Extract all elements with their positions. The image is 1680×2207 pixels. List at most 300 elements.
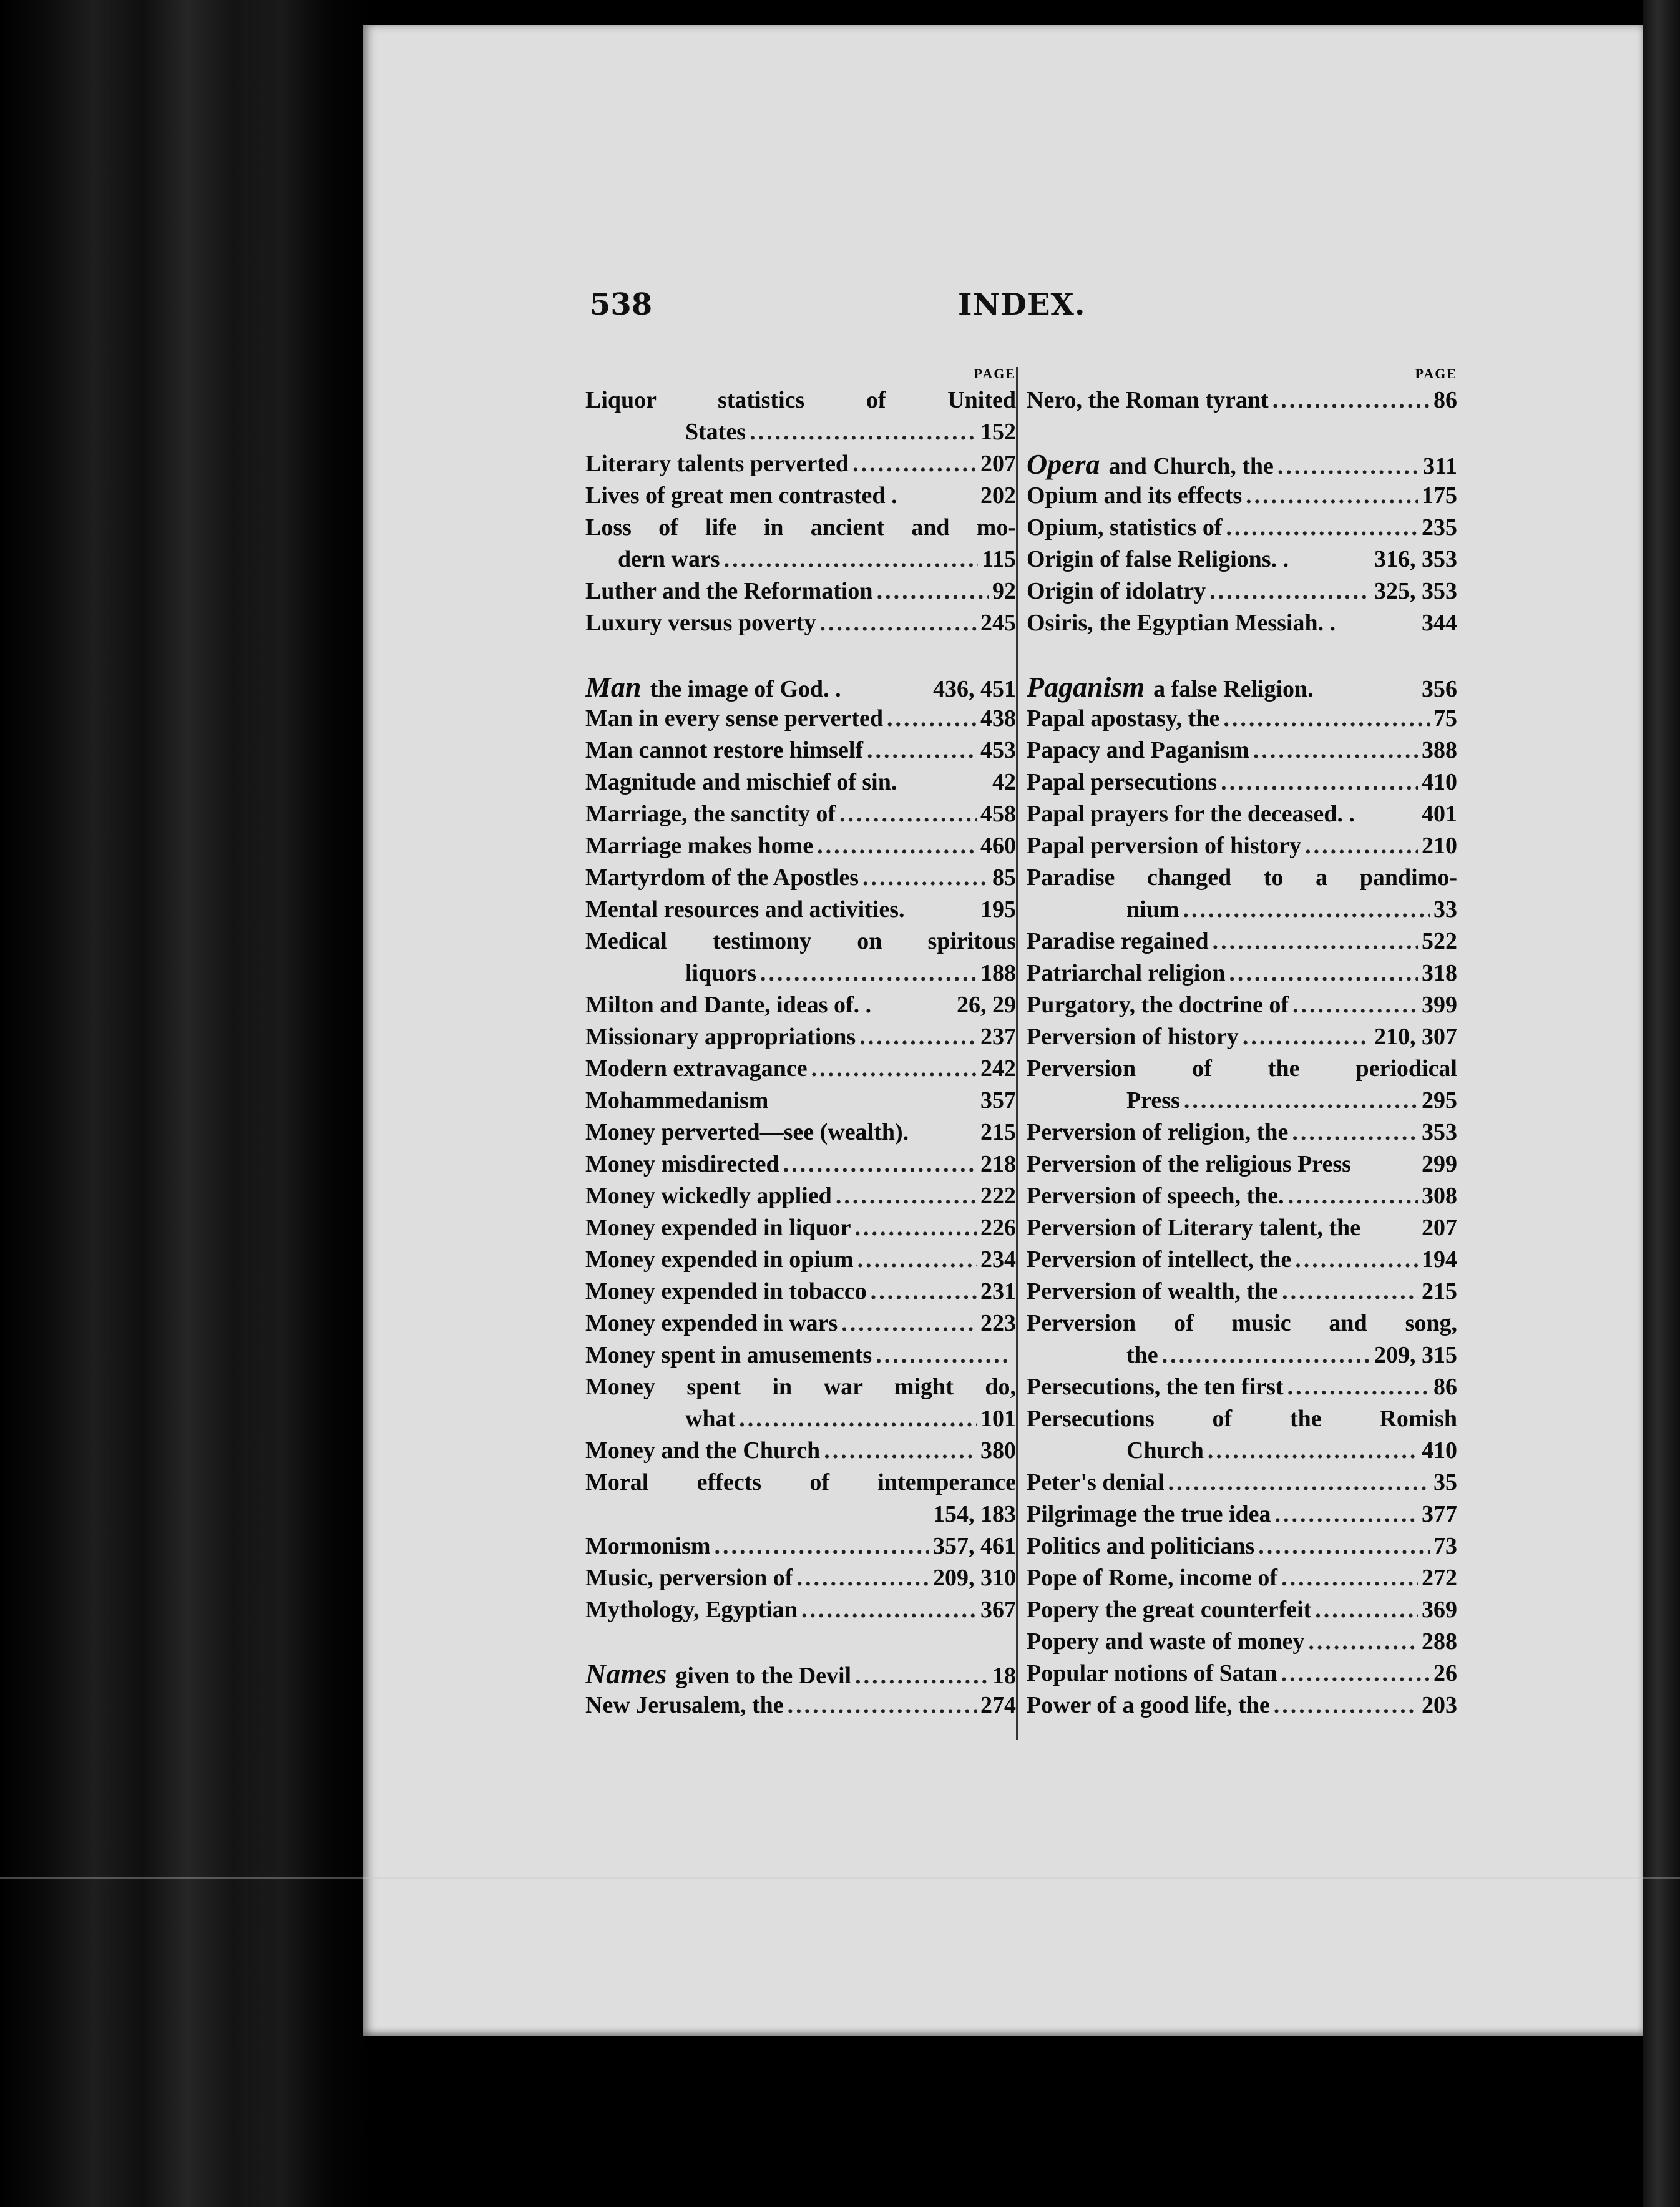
- entry-text: given to the Devil: [675, 1663, 852, 1689]
- entry-text: Mental resources and activities.: [585, 896, 905, 922]
- page-reference: 522: [1422, 928, 1457, 954]
- entry-text: Politics and politicians: [1027, 1533, 1255, 1559]
- index-entry: [1027, 926, 1457, 957]
- section-gap: [585, 1626, 1016, 1658]
- entry-text: Pope of Rome, income of: [1027, 1565, 1278, 1591]
- index-entry: [585, 607, 1016, 639]
- entry-text: Pilgrimage the true idea: [1027, 1501, 1271, 1527]
- entry-text: Paradise changed to a pandimo-: [1027, 864, 1457, 891]
- index-entry: [585, 1308, 1016, 1339]
- entry-text: Music, perversion of: [585, 1565, 793, 1591]
- index-entry: [585, 1085, 1016, 1117]
- column-divider: [1016, 367, 1018, 1740]
- index-entry: [585, 1658, 1016, 1690]
- index-entry: [585, 989, 1016, 1021]
- entry-text: Paradise regained: [1027, 928, 1209, 954]
- index-entry: [585, 1244, 1016, 1276]
- page-reference: 222: [980, 1183, 1016, 1209]
- entry-text: Perversion of history: [1027, 1024, 1239, 1050]
- entry-text: Osiris, the Egyptian Messiah. .: [1027, 610, 1336, 636]
- entry-continuation: [585, 416, 1016, 448]
- entry-text: Liquor statistics of United: [585, 387, 1016, 413]
- dot-leader: [1274, 1690, 1418, 1721]
- entry-continuation: [1027, 894, 1457, 926]
- index-entry: [1027, 1117, 1457, 1148]
- page-reference: 207: [1422, 1215, 1457, 1241]
- index-entry: [1027, 1562, 1457, 1594]
- entry-text-continued: liquors: [685, 960, 757, 986]
- entry-text: Money expended in wars: [585, 1310, 838, 1336]
- page-reference: 33: [1433, 896, 1457, 922]
- section-lead-word: Names: [585, 1658, 667, 1690]
- index-entry: [585, 926, 1016, 989]
- entry-text: Origin of idolatry: [1027, 578, 1206, 604]
- dot-leader: [1308, 1626, 1418, 1658]
- index-entry: [585, 1180, 1016, 1212]
- page-reference: 344: [1422, 610, 1457, 636]
- page-reference: 401: [1422, 801, 1457, 827]
- dot-leader: [724, 544, 978, 575]
- dot-leader: [1258, 1530, 1430, 1562]
- index-entry: [1027, 830, 1457, 862]
- page-reference: 226: [980, 1215, 1016, 1241]
- dot-leader: [862, 862, 989, 894]
- entry-text: Papal apostasy, the: [1027, 705, 1220, 732]
- dot-leader: [760, 957, 977, 989]
- entry-text: Persecutions, the ten first: [1027, 1374, 1284, 1400]
- entry-text: Purgatory, the doctrine of: [1027, 992, 1289, 1018]
- dot-leader: [1229, 957, 1418, 989]
- page-reference: 218: [980, 1151, 1016, 1177]
- page-reference: 86: [1433, 387, 1457, 413]
- index-entry: [1027, 512, 1457, 544]
- entry-text: Patriarchal religion: [1027, 960, 1226, 986]
- page-reference: 175: [1422, 482, 1457, 509]
- entry-text: Loss of life in ancient and mo-: [585, 514, 1016, 541]
- dot-leader: [1208, 1435, 1418, 1467]
- page-reference: 26: [1433, 1660, 1457, 1686]
- page-reference: 203: [1422, 1692, 1457, 1718]
- dot-leader: [1168, 1467, 1430, 1499]
- dot-leader: [1183, 894, 1430, 926]
- index-entry: [585, 1467, 1016, 1530]
- entry-text: Money misdirected: [585, 1151, 779, 1177]
- scan-artifact-line: [0, 1877, 1680, 1879]
- entry-continuation: [585, 1403, 1016, 1435]
- entry-text: Money spent in amusements: [585, 1342, 872, 1368]
- dot-leader: [819, 607, 977, 639]
- index-entry: [585, 1594, 1016, 1626]
- index-entry: [1027, 607, 1457, 639]
- entry-text: Luther and the Reformation: [585, 578, 873, 604]
- index-entry: [585, 1117, 1016, 1148]
- dot-leader: [1305, 830, 1418, 862]
- section-lead-word: Opera: [1027, 448, 1100, 480]
- dot-leader: [1315, 1594, 1418, 1626]
- entry-text: Lives of great men contrasted .: [585, 482, 897, 509]
- entry-text: Money wickedly applied: [585, 1183, 832, 1209]
- index-entry: [1027, 1690, 1457, 1721]
- entry-text: a false Religion.: [1153, 676, 1314, 702]
- index-entry: [585, 480, 1016, 512]
- page-reference: 75: [1433, 705, 1457, 732]
- index-entry: [1027, 1626, 1457, 1658]
- entry-text: Popular notions of Satan: [1027, 1660, 1277, 1686]
- dot-leader: [817, 830, 977, 862]
- entry-continuation: [585, 957, 1016, 989]
- page-reference: 210: [1422, 833, 1457, 859]
- index-entry: [1027, 480, 1457, 512]
- page-column-label: PAGE: [1415, 366, 1457, 381]
- page-reference: 215: [980, 1119, 1016, 1145]
- section-lead-word: Man: [585, 671, 642, 703]
- page-reference: 195: [980, 896, 1016, 922]
- dot-leader: [1275, 1499, 1418, 1530]
- entry-text: the image of God. .: [650, 676, 841, 702]
- entry-text-continued: Press: [1126, 1087, 1180, 1113]
- index-entry: [1027, 957, 1457, 989]
- index-entry: [1027, 735, 1457, 766]
- index-entry: [585, 735, 1016, 766]
- page-reference: 460: [980, 833, 1016, 859]
- entry-text: New Jerusalem, the: [585, 1692, 784, 1718]
- page-reference: 152: [980, 419, 1016, 445]
- dot-leader: [867, 735, 977, 766]
- page-reference: 101: [980, 1406, 1016, 1432]
- index-entry: [1027, 1308, 1457, 1371]
- entry-text: Man in every sense perverted: [585, 705, 883, 732]
- index-entry: [1027, 1021, 1457, 1053]
- dot-leader: [1288, 1180, 1418, 1212]
- entry-text-continued: States: [685, 419, 746, 445]
- page-reference: 73: [1433, 1533, 1457, 1559]
- dot-leader: [1243, 1021, 1370, 1053]
- entry-text-continued: what: [685, 1406, 736, 1432]
- index-entry: [585, 894, 1016, 926]
- page-reference: 235: [1422, 514, 1457, 541]
- dot-leader: [1184, 1085, 1418, 1117]
- dot-leader: [1292, 1117, 1418, 1148]
- entry-text: Papal perversion of history: [1027, 833, 1302, 859]
- index-entry: [1027, 671, 1457, 703]
- entry-text: Luxury versus poverty: [585, 610, 816, 636]
- page-reference: 369: [1422, 1597, 1457, 1623]
- entry-text-continued: the: [1126, 1342, 1158, 1368]
- index-entry: [585, 1021, 1016, 1053]
- entry-text-continued: dern wars: [618, 546, 720, 572]
- entry-text: Mythology, Egyptian: [585, 1597, 798, 1623]
- index-entry: [585, 1690, 1016, 1721]
- entry-text: Perversion of the periodical: [1027, 1055, 1457, 1082]
- page-reference: 194: [1422, 1246, 1457, 1273]
- dot-leader: [1281, 1658, 1430, 1690]
- dot-leader: [1221, 766, 1418, 798]
- page-reference: 458: [980, 801, 1016, 827]
- entry-text: Money expended in opium: [585, 1246, 854, 1273]
- dot-leader: [1281, 1562, 1418, 1594]
- page-reference: 210, 307: [1374, 1024, 1457, 1050]
- index-entry: [585, 384, 1016, 448]
- page-reference: 453: [980, 737, 1016, 763]
- page-reference: 85: [992, 864, 1016, 891]
- index-entry: [1027, 1180, 1457, 1212]
- page-reference: 272: [1422, 1565, 1457, 1591]
- dot-leader: [855, 1660, 989, 1692]
- entry-text: Papal persecutions: [1027, 769, 1218, 795]
- index-entry: [585, 862, 1016, 894]
- dot-leader: [871, 1276, 977, 1308]
- dot-leader: [1282, 1276, 1418, 1308]
- page-reference: 308: [1422, 1183, 1457, 1209]
- dot-leader: [1223, 703, 1430, 735]
- entry-text: Perversion of intellect, the: [1027, 1246, 1292, 1273]
- entry-continuation: [585, 1499, 1016, 1530]
- entry-text: Nero, the Roman tyrant: [1027, 387, 1269, 413]
- entry-text: Money and the Church: [585, 1437, 821, 1464]
- index-entry: [585, 798, 1016, 830]
- page-reference: 92: [992, 578, 1016, 604]
- page-reference: 154, 183: [933, 1501, 1016, 1527]
- index-entry: [585, 703, 1016, 735]
- index-entry: [1027, 989, 1457, 1021]
- entry-text: Marriage makes home: [585, 833, 814, 859]
- dot-leader: [1287, 1371, 1430, 1403]
- page-reference: 234: [980, 1246, 1016, 1273]
- page-reference: 274: [980, 1692, 1016, 1718]
- dot-leader: [1246, 480, 1418, 512]
- dot-leader: [857, 1244, 977, 1276]
- page-reference: 380: [980, 1437, 1016, 1464]
- entry-text: Perversion of Literary talent, the: [1027, 1215, 1360, 1241]
- index-entry: [1027, 1594, 1457, 1626]
- page-reference: 295: [1422, 1087, 1457, 1113]
- page-reference: 357, 461: [933, 1533, 1016, 1559]
- page-reference: 318: [1422, 960, 1457, 986]
- entry-text: Mohammedanism: [585, 1087, 769, 1113]
- index-entry: [1027, 1053, 1457, 1117]
- index-entry: [585, 766, 1016, 798]
- entry-continuation: [585, 544, 1016, 575]
- dot-leader: [796, 1562, 929, 1594]
- index-entry: [1027, 1148, 1457, 1180]
- entry-text: Milton and Dante, ideas of. .: [585, 992, 872, 1018]
- index-entry: [1027, 766, 1457, 798]
- page-reference: 353: [1422, 1119, 1457, 1145]
- index-entry: [585, 448, 1016, 480]
- entry-text: Money perverted—see (wealth).: [585, 1119, 909, 1145]
- dot-leader: [1226, 512, 1419, 544]
- page-reference: 316, 353: [1374, 546, 1457, 572]
- entry-continuation: [1027, 1435, 1457, 1467]
- entry-continuation: [1027, 1339, 1457, 1371]
- page-reference: 325, 353: [1374, 578, 1457, 604]
- entry-text: and Church, the: [1108, 453, 1274, 479]
- section-gap: [1027, 416, 1457, 448]
- page-reference: 86: [1433, 1374, 1457, 1400]
- dot-leader: [1292, 989, 1418, 1021]
- page-reference: 367: [980, 1597, 1016, 1623]
- page-reference: 209, 315: [1374, 1342, 1457, 1368]
- entry-text: Perversion of music and song,: [1027, 1310, 1457, 1336]
- running-title: INDEX.: [958, 287, 1086, 322]
- entry-text: Power of a good life, the: [1027, 1692, 1270, 1718]
- dot-leader: [801, 1594, 977, 1626]
- index-entry: [585, 1339, 1016, 1371]
- dot-leader: [1295, 1244, 1418, 1276]
- index-entry: [585, 1148, 1016, 1180]
- index-entry: [1027, 1530, 1457, 1562]
- dot-leader: [852, 448, 977, 480]
- section-gap: [1027, 639, 1457, 671]
- entry-text: Medical testimony on spiritous: [585, 928, 1016, 954]
- entry-text: Mormonism: [585, 1533, 711, 1559]
- page-reference: 377: [1422, 1501, 1457, 1527]
- page-reference: 18: [992, 1663, 1016, 1689]
- index-entry: [585, 1276, 1016, 1308]
- index-entries: [585, 384, 1016, 1721]
- page-reference: 237: [980, 1024, 1016, 1050]
- page-reference: 410: [1422, 769, 1457, 795]
- page-reference: 223: [980, 1310, 1016, 1336]
- dot-leader: [1253, 735, 1418, 766]
- entry-text: Peter's denial: [1027, 1469, 1165, 1495]
- page-reference: 202: [980, 482, 1016, 509]
- page-reference: 436, 451: [933, 676, 1016, 702]
- entry-text: Money expended in liquor: [585, 1215, 851, 1241]
- index-entry: [1027, 703, 1457, 735]
- dot-leader: [839, 798, 977, 830]
- index-entry: [1027, 1658, 1457, 1690]
- entry-text-continued: nium: [1126, 896, 1179, 922]
- page-reference: 357: [980, 1087, 1016, 1113]
- index-entry: [1027, 862, 1457, 926]
- dot-leader: [715, 1530, 929, 1562]
- entry-text: Martyrdom of the Apostles: [585, 864, 859, 891]
- page-column-label: PAGE: [974, 366, 1016, 381]
- section-lead-word: Paganism: [1027, 671, 1145, 703]
- entry-text: Man cannot restore himself: [585, 737, 864, 763]
- index-entry: [585, 575, 1016, 607]
- index-entry: [1027, 1244, 1457, 1276]
- page-reference: 399: [1422, 992, 1457, 1018]
- page-reference: 209, 310: [933, 1565, 1016, 1591]
- page-number: 538: [590, 287, 653, 322]
- dot-leader: [877, 575, 989, 607]
- entry-text: Missionary appropriations: [585, 1024, 856, 1050]
- index-column-right: [1027, 357, 1457, 1721]
- dot-leader: [1277, 451, 1419, 482]
- dot-leader: [1162, 1339, 1370, 1371]
- index-entries: [1027, 384, 1457, 1721]
- page-reference: 242: [980, 1055, 1016, 1082]
- entry-text: Opium, statistics of: [1027, 514, 1223, 541]
- section-gap: [585, 639, 1016, 671]
- page-edge-shadow: [1643, 0, 1680, 2207]
- dot-leader: [739, 1403, 977, 1435]
- index-entry: [585, 1562, 1016, 1594]
- index-entry: [1027, 384, 1457, 416]
- page-reference: 115: [982, 546, 1016, 572]
- page-reference: 288: [1422, 1628, 1457, 1655]
- entry-text: Papal prayers for the deceased. .: [1027, 801, 1355, 827]
- index-entry: [1027, 1276, 1457, 1308]
- dot-leader: [1272, 384, 1430, 416]
- entry-text: Opium and its effects: [1027, 482, 1243, 509]
- dot-leader: [811, 1053, 977, 1085]
- index-entry: [1027, 575, 1457, 607]
- entry-text: Perversion of the religious Press: [1027, 1151, 1351, 1177]
- page-reference: 388: [1422, 737, 1457, 763]
- page-reference: 356: [1422, 676, 1457, 702]
- page-reference: 311: [1423, 453, 1457, 479]
- index-entry: [585, 1371, 1016, 1435]
- entry-text: Moral effects of intemperance: [585, 1469, 1016, 1495]
- dot-leader: [859, 1021, 977, 1053]
- index-entry: [585, 1435, 1016, 1467]
- dot-leader: [1209, 575, 1370, 607]
- dot-leader: [783, 1148, 977, 1180]
- page-reference: 438: [980, 705, 1016, 732]
- entry-text: Money expended in tobacco: [585, 1278, 867, 1304]
- index-entry: [1027, 1467, 1457, 1499]
- dot-leader: [876, 1339, 1012, 1371]
- index-entry: [585, 1053, 1016, 1085]
- page-reference: 207: [980, 451, 1016, 477]
- dot-leader: [1213, 926, 1418, 957]
- index-entry: [1027, 1212, 1457, 1244]
- entry-continuation: [1027, 1085, 1457, 1117]
- entry-text: Literary talents perverted: [585, 451, 849, 477]
- index-entry: [1027, 448, 1457, 480]
- index-entry: [1027, 798, 1457, 830]
- entry-text: Modern extravagance: [585, 1055, 808, 1082]
- entry-text: Marriage, the sanctity of: [585, 801, 836, 827]
- index-entry: [1027, 1403, 1457, 1467]
- index-entry: [1027, 1371, 1457, 1403]
- entry-text: Money spent in war might do,: [585, 1374, 1016, 1400]
- dot-leader: [824, 1435, 977, 1467]
- entry-text: Perversion of religion, the: [1027, 1119, 1289, 1145]
- entry-text-continued: Church: [1126, 1437, 1204, 1464]
- page-reference: 245: [980, 610, 1016, 636]
- entry-text: Perversion of wealth, the: [1027, 1278, 1279, 1304]
- page-reference: 215: [1422, 1278, 1457, 1304]
- dot-leader: [788, 1690, 977, 1721]
- index-entry: [585, 1530, 1016, 1562]
- index-entry: [585, 671, 1016, 703]
- page-reference: 188: [980, 960, 1016, 986]
- index-column-left: [585, 357, 1016, 1721]
- page-reference: 35: [1433, 1469, 1457, 1495]
- page-reference: 231: [980, 1278, 1016, 1304]
- index-entry: [585, 512, 1016, 575]
- page-reference: 410: [1422, 1437, 1457, 1464]
- entry-text: Popery and waste of money: [1027, 1628, 1305, 1655]
- index-entry: [585, 1212, 1016, 1244]
- dot-leader: [836, 1180, 977, 1212]
- index-entry: [1027, 544, 1457, 575]
- page-reference: 42: [992, 769, 1016, 795]
- entry-text: Perversion of speech, the.: [1027, 1183, 1284, 1209]
- entry-text: Popery the great counterfeit: [1027, 1597, 1312, 1623]
- index-entry: [585, 830, 1016, 862]
- entry-text: Origin of false Religions. .: [1027, 546, 1289, 572]
- dot-leader: [841, 1308, 977, 1339]
- entry-text: Magnitude and mischief of sin.: [585, 769, 897, 795]
- entry-text: Papacy and Paganism: [1027, 737, 1249, 763]
- index-entry: [1027, 1499, 1457, 1530]
- book-spine-shadow: [0, 0, 374, 2207]
